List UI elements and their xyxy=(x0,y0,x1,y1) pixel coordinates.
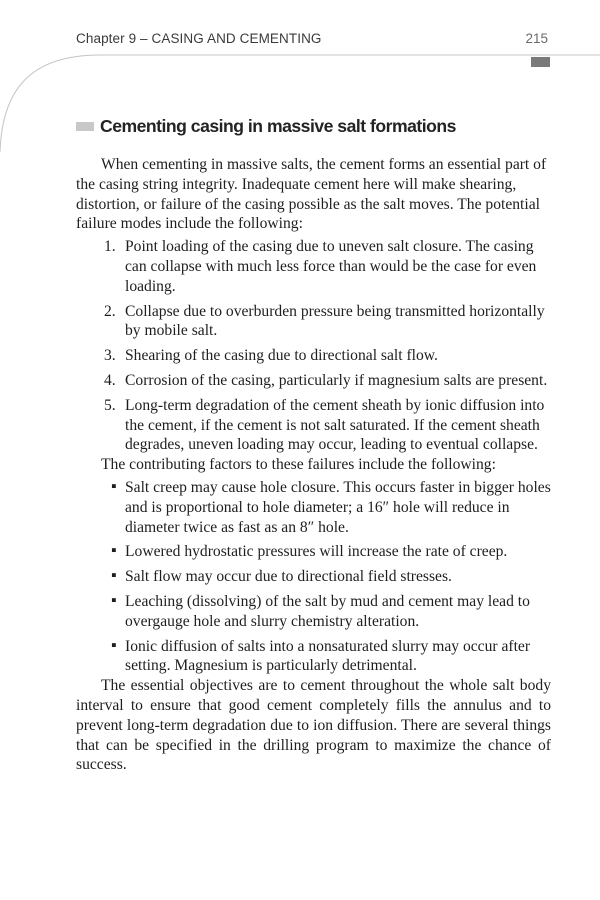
running-header-chapter: Chapter 9 – CASING AND CEMENTING xyxy=(76,31,322,46)
intro-paragraph: When cementing in massive salts, the cement forms an essential part of the casing string integrity. Inadequate cement here will make shearing, distortion, or failure of the casing possible as the salt moves. The potential failure modes include the following: xyxy=(76,156,547,233)
list-item-text: Salt creep may cause hole closure. This occurs faster in bigger holes and is proportional to hole diameter; a 16″ hole will reduce in diameter twice as fast as an 8″ hole. xyxy=(125,478,551,536)
section-title: Cementing casing in massive salt formations xyxy=(100,116,456,136)
heading-marker xyxy=(76,122,94,131)
bullet-icon: ▪ xyxy=(111,567,117,585)
list-item xyxy=(76,302,551,342)
list-item-text: Leaching (dissolving) of the salt by mud and cement may lead to overgauge hole and slurry chemistry alteration. xyxy=(125,592,530,630)
list-item-text: Lowered hydrostatic pressures will increase the rate of creep. xyxy=(125,543,508,561)
list-item xyxy=(76,346,551,366)
section-salt-cementing xyxy=(76,116,551,775)
list-item-text: Salt flow may occur due to directional field stresses. xyxy=(125,568,452,586)
list-item-text: Corrosion of the casing, particularly if magnesium salts are present. xyxy=(125,371,548,389)
list-item-number: 3. xyxy=(104,347,116,365)
list-item-number: 4. xyxy=(104,371,116,389)
bullet-icon: ▪ xyxy=(111,636,117,654)
section-body xyxy=(76,155,551,775)
list-item-text: Ionic diffusion of salts into a nonsaturated slurry may occur after setting. Magnesium is particularly detrimental. xyxy=(125,637,531,675)
list-item-number: 5. xyxy=(104,396,116,414)
section-heading xyxy=(76,116,551,137)
list-item xyxy=(76,567,551,587)
list-item-number: 1. xyxy=(104,238,116,256)
bullet-icon: ▪ xyxy=(111,542,117,560)
page-number: 215 xyxy=(525,31,548,46)
list-item xyxy=(76,592,551,632)
list-item-text: Long-term degradation of the cement sheath by ionic diffusion into the cement, if the cement is not salt saturated. If the cement sheath degrades, uneven loading may occur, leading to eventual collapse. xyxy=(125,396,545,454)
factors-intro-paragraph: The contributing factors to these failures include the following: xyxy=(101,456,496,474)
list-item xyxy=(76,478,551,537)
bullet-icon: ▪ xyxy=(111,477,117,495)
list-item-number: 2. xyxy=(104,302,116,320)
failure-modes-list xyxy=(76,237,551,455)
list-item-text: Collapse due to overburden pressure being transmitted horizontally by mobile salt. xyxy=(125,302,545,340)
list-item xyxy=(76,237,551,296)
list-item-text: Point loading of the casing due to uneven salt closure. The casing can collapse with much less force than would be the case for even loading. xyxy=(125,238,537,295)
list-item xyxy=(76,371,551,391)
header-tab-marker xyxy=(531,57,550,67)
bullet-icon: ▪ xyxy=(111,591,117,609)
contributing-factors-list xyxy=(76,478,551,676)
list-item xyxy=(76,637,551,677)
list-item-text: Shearing of the casing due to directional salt flow. xyxy=(125,347,438,365)
closing-paragraph: The essential objectives are to cement throughout the whole salt body interval to ensure that good cement completely fills the annulus and to prevent long-term degradation due to ion diffusion. There are several things that can be specified in the drilling program to maximize the chance of success. xyxy=(76,677,551,774)
list-item xyxy=(76,542,551,562)
list-item xyxy=(76,396,551,455)
